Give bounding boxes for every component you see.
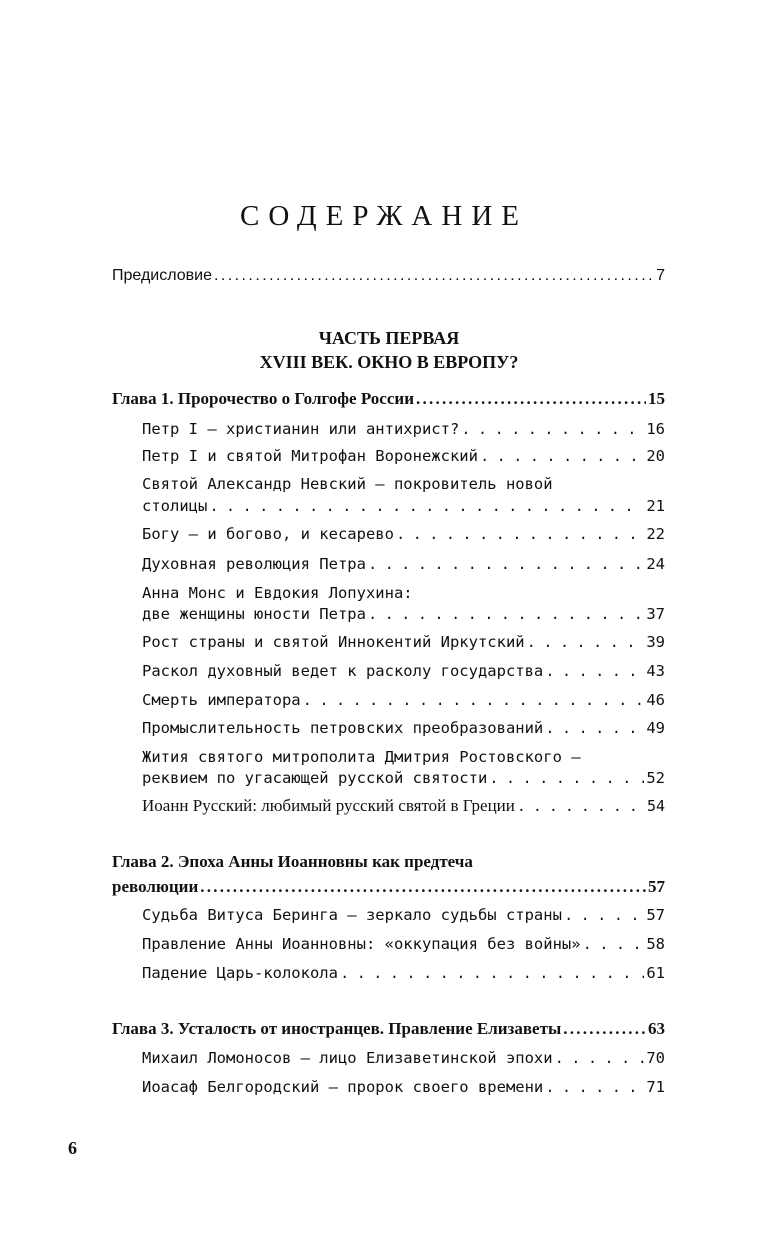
dot-leader bbox=[564, 905, 644, 927]
toc-entry-title: Богу — и богово, и кесарево bbox=[142, 525, 394, 543]
toc-section[interactable] bbox=[142, 553, 665, 576]
toc-page-number: 58 bbox=[646, 935, 665, 953]
toc-entry-title: революции bbox=[112, 877, 199, 896]
toc-entry-title: Михаил Ломоносов — лицо Елизаветинской эпохи bbox=[142, 1049, 553, 1067]
dot-leader bbox=[545, 661, 644, 683]
toc-page-number: 16 bbox=[646, 420, 665, 438]
toc-section-first-line: Анна Монс и Евдокия Лопухина: bbox=[142, 584, 413, 602]
dot-leader bbox=[461, 419, 644, 441]
toc-section[interactable] bbox=[142, 631, 665, 654]
toc-entry-title: Духовная революция Петра bbox=[142, 555, 366, 573]
toc-entry-title: Предисловие bbox=[112, 267, 212, 284]
toc-section[interactable] bbox=[142, 904, 665, 927]
toc-page-number: 46 bbox=[646, 691, 665, 709]
toc-entry-title: столицы bbox=[142, 497, 208, 515]
dot-leader bbox=[368, 604, 644, 626]
toc-section-first-line: Жития святого митрополита Дмитрия Ростовского — bbox=[142, 748, 581, 766]
toc-section[interactable] bbox=[142, 767, 665, 790]
dot-leader bbox=[545, 1077, 644, 1099]
toc-chapter-1[interactable] bbox=[112, 388, 665, 410]
toc-page-number: 22 bbox=[646, 525, 665, 543]
toc-section[interactable] bbox=[142, 603, 665, 626]
dot-leader bbox=[489, 768, 644, 790]
toc-chapter-3[interactable] bbox=[112, 1018, 665, 1040]
toc-entry-preface[interactable] bbox=[112, 265, 665, 287]
toc-entry-title: Смерть императора bbox=[142, 691, 301, 709]
toc-page-number: 39 bbox=[646, 633, 665, 651]
dot-leader bbox=[480, 446, 644, 468]
toc-entry-title: Рост страны и святой Иннокентий Иркутский bbox=[142, 633, 525, 651]
part-heading-line1: ЧАСТЬ ПЕРВАЯ bbox=[318, 328, 460, 348]
toc-section[interactable] bbox=[142, 495, 665, 518]
toc-section[interactable] bbox=[142, 795, 665, 819]
toc-page-number: 57 bbox=[648, 877, 665, 896]
toc-page-number: 43 bbox=[646, 662, 665, 680]
toc-section[interactable] bbox=[142, 445, 665, 468]
toc-entry-title: Глава 1. Пророчество о Голгофе России bbox=[112, 389, 414, 408]
toc-entry-title: Падение Царь-колокола bbox=[142, 964, 338, 982]
dot-leader bbox=[303, 690, 645, 712]
dot-leader bbox=[368, 554, 644, 576]
page-title: СОДЕРЖАНИЕ bbox=[240, 200, 528, 232]
toc-page-number: 7 bbox=[656, 267, 665, 284]
toc-section[interactable] bbox=[142, 933, 665, 956]
toc-page-number: 37 bbox=[646, 605, 665, 623]
toc-entry-title: Петр I и святой Митрофан Воронежский bbox=[142, 447, 478, 465]
dot-leader bbox=[416, 388, 646, 410]
toc-section[interactable] bbox=[142, 962, 665, 985]
toc-section[interactable] bbox=[142, 660, 665, 683]
toc-page-number: 63 bbox=[648, 1019, 665, 1038]
toc-section-first-line: Святой Александр Невский — покровитель новой bbox=[142, 475, 553, 493]
toc-section[interactable] bbox=[142, 689, 665, 712]
dot-leader bbox=[517, 797, 645, 819]
dot-leader bbox=[545, 718, 644, 740]
toc-entry-title: Правление Анны Иоанновны: «оккупация без войны» bbox=[142, 935, 581, 953]
toc-page-number: 57 bbox=[646, 906, 665, 924]
toc-page-number: 54 bbox=[646, 797, 665, 815]
dot-leader bbox=[209, 496, 644, 518]
toc-page-number: 24 bbox=[646, 555, 665, 573]
toc-entry-title: Судьба Витуса Беринга — зеркало судьбы страны bbox=[142, 906, 562, 924]
page-number: 6 bbox=[68, 1138, 77, 1158]
toc-entry-title: Промыслительность петровских преобразований bbox=[142, 719, 544, 737]
dot-leader bbox=[340, 963, 644, 985]
toc-chapter-2[interactable] bbox=[112, 876, 665, 898]
toc-page-number: 49 bbox=[646, 719, 665, 737]
toc-page-number: 71 bbox=[646, 1078, 665, 1096]
toc-entry-title: Глава 3. Усталость от иностранцев. Правление Елизаветы bbox=[112, 1019, 562, 1038]
toc-section[interactable] bbox=[142, 418, 665, 441]
toc-entry-title: Иоанн Русский: любимый русский святой в Греции bbox=[142, 796, 515, 815]
dot-leader bbox=[527, 632, 645, 654]
toc-section[interactable] bbox=[142, 1047, 665, 1070]
dot-leader bbox=[396, 524, 644, 546]
dot-leader bbox=[214, 265, 654, 287]
dot-leader bbox=[583, 934, 645, 956]
toc-section[interactable] bbox=[142, 523, 665, 546]
part-heading-line2: XVIII ВЕК. ОКНО В ЕВРОПУ? bbox=[259, 352, 519, 372]
toc-page-number: 15 bbox=[648, 389, 665, 408]
dot-leader bbox=[555, 1048, 645, 1070]
toc-entry-title: реквием по угасающей русской святости bbox=[142, 769, 488, 787]
toc-section[interactable] bbox=[142, 717, 665, 740]
toc-page-number: 52 bbox=[646, 769, 665, 787]
toc-page-number: 21 bbox=[646, 497, 665, 515]
toc-entry-title: Иоасаф Белгородский — пророк своего времени bbox=[142, 1078, 544, 1096]
toc-page-number: 70 bbox=[646, 1049, 665, 1067]
toc-entry-title: Раскол духовный ведет к расколу государства bbox=[142, 662, 544, 680]
toc-chapter-first-line: Глава 2. Эпоха Анны Иоанновны как предтеча bbox=[112, 852, 473, 871]
toc-section[interactable] bbox=[142, 1076, 665, 1099]
toc-entry-title: Петр I — христианин или антихрист? bbox=[142, 420, 460, 438]
toc-page-number: 61 bbox=[646, 964, 665, 982]
toc-page-number: 20 bbox=[646, 447, 665, 465]
toc-entry-title: две женщины юности Петра bbox=[142, 605, 366, 623]
dot-leader bbox=[563, 1018, 646, 1040]
dot-leader bbox=[200, 876, 646, 898]
